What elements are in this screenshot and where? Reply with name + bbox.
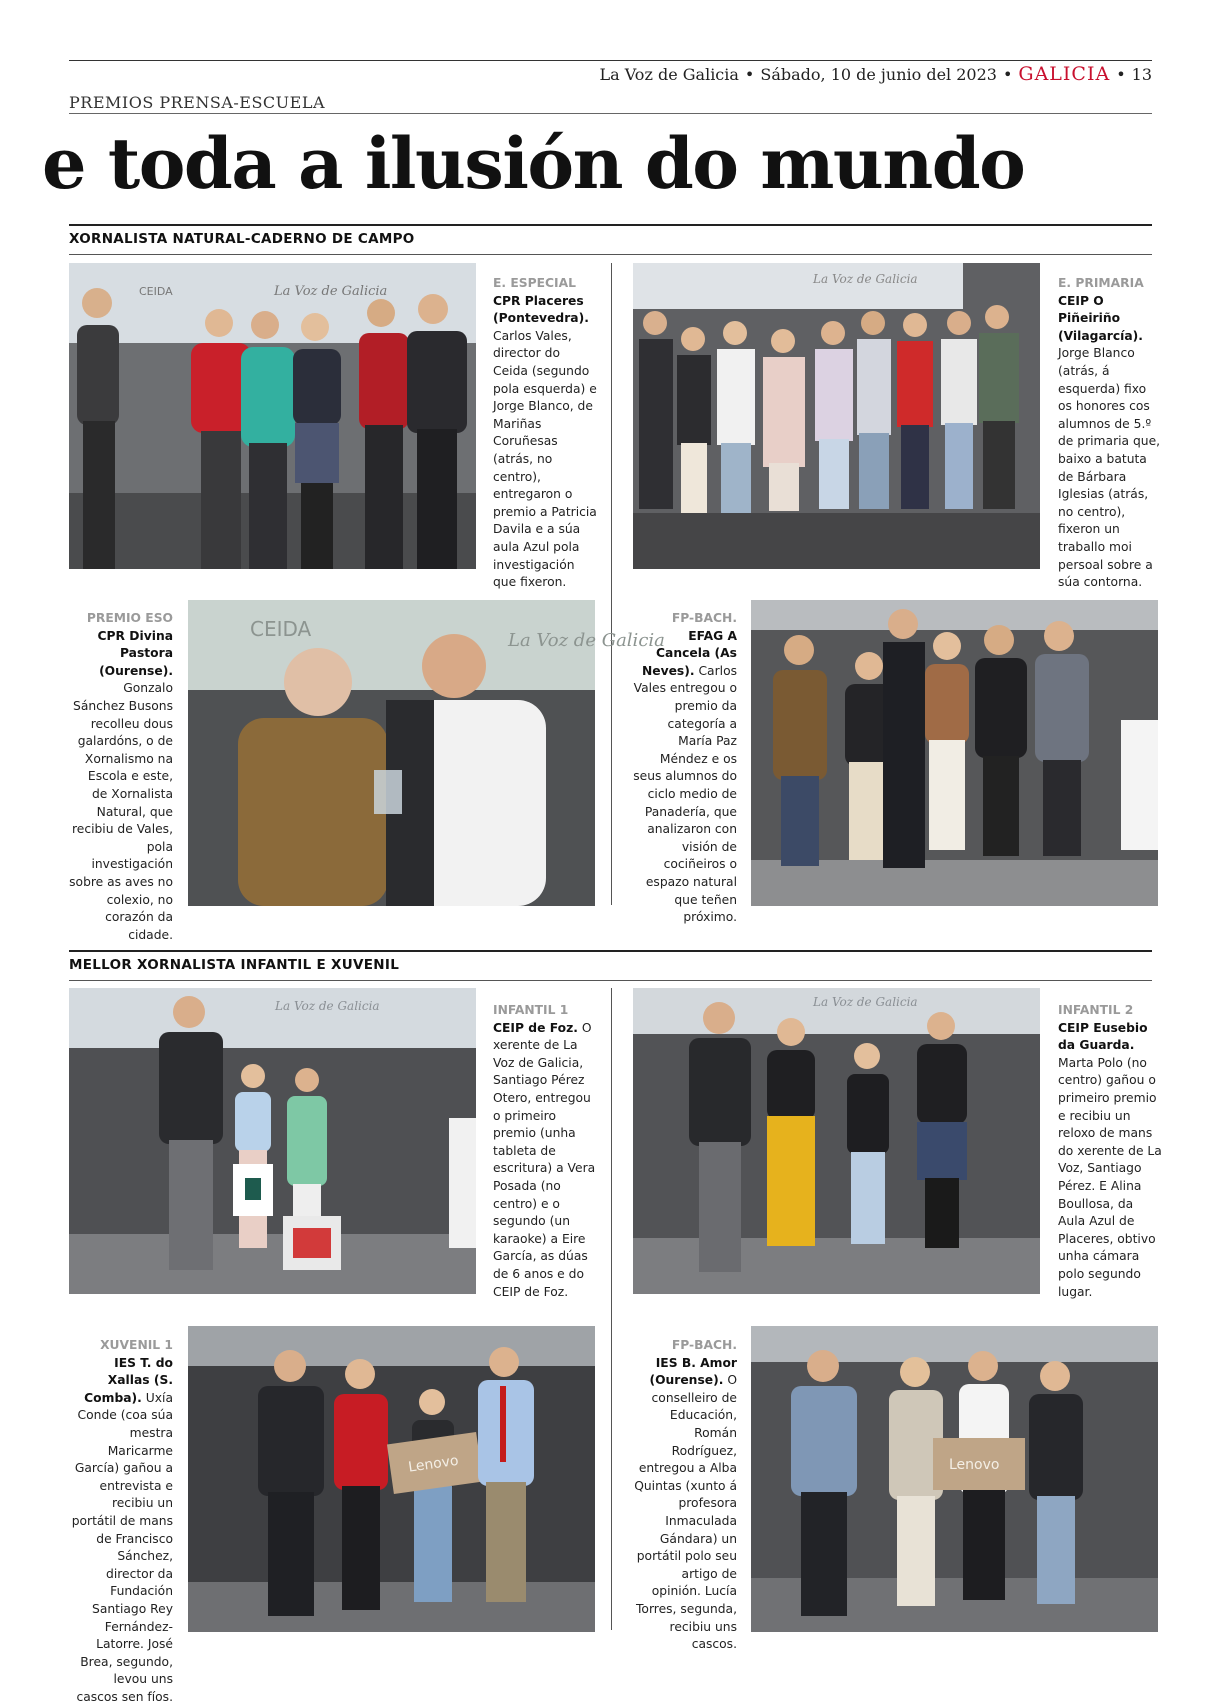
caption-premio-eso bbox=[69, 610, 173, 944]
section-name: GALICIA bbox=[1018, 63, 1111, 85]
photo-ies-terra-do-xallas bbox=[188, 1326, 595, 1632]
sign-voz: La Voz de Galicia bbox=[274, 284, 388, 299]
caption-school: IES T. do Xallas (S. Comba). bbox=[84, 1355, 173, 1405]
section-title: MELLOR XORNALISTA INFANTIL E XUVENIL bbox=[69, 957, 400, 973]
caption-category: FP-BACH. bbox=[671, 611, 737, 625]
sign-ceida: CEIDA bbox=[139, 285, 173, 298]
caption-text: Uxía Conde (coa súa mestra Maricarme García) gañou a entrevista e recibiu un portátil de mans de Francisco Sánchez, director da Fundación Santiago Rey Fernández-Latorre. José Brea, segundo, levou uns cascos sen fíos. bbox=[71, 1390, 173, 1704]
caption-school: CPR Placeres (Pontevedra). bbox=[493, 293, 589, 326]
masthead-bullet: • bbox=[744, 65, 755, 84]
caption-text: Jorge Blanco (atrás, á esquerda) fixo os honores cos alumnos de 5.º de primaria que, baixo a batuta de Bárbara Iglesias (atrás, no centro), fixeron un traballo moi persoal sobre a súa contorna. bbox=[1058, 346, 1161, 590]
caption-e-especial bbox=[493, 275, 597, 592]
paper-name: La Voz de Galicia bbox=[599, 65, 739, 84]
masthead bbox=[599, 63, 1152, 87]
sign-voz: La Voz de Galicia bbox=[275, 999, 380, 1013]
caption-category: FP-BACH. bbox=[671, 1338, 737, 1352]
caption-category: PREMIO ESO bbox=[86, 611, 173, 625]
masthead-bullet: • bbox=[1116, 65, 1126, 84]
headline: e toda a ilusión do mundo bbox=[42, 122, 1025, 205]
caption-school: CPR Divina Pastora (Ourense). bbox=[97, 628, 173, 678]
photo-ceip-pineirino bbox=[633, 263, 1040, 569]
sign-ceida: CEIDA bbox=[250, 617, 312, 641]
section-title: XORNALISTA NATURAL-CADERNO DE CAMPO bbox=[69, 231, 415, 247]
caption-category: XUVENIL 1 bbox=[100, 1338, 173, 1352]
sign-voz: La Voz de Galicia bbox=[813, 272, 918, 286]
photo-ceip-foz bbox=[69, 988, 476, 1294]
caption-text: Gonzalo Sánchez Busons recolleu dous galardóns, o de Xornalismo na Escola e este, de Xornalista Natural, que recibiu de Vales, pola investigación sobre as aves no colexio, no corazón da cidade. bbox=[69, 681, 173, 942]
photo-efag-a-cancela bbox=[751, 600, 1158, 906]
caption-text: Carlos Vales entregou o premio da categoría a María Paz Méndez e os seus alumnos do ciclo medio de Panadería, que analizaron con visión de cociñeiros o espazo natural que teñen próximo. bbox=[633, 663, 737, 925]
caption-school: IES B. Amor (Ourense). bbox=[649, 1355, 737, 1388]
caption-category: E. PRIMARIA bbox=[1058, 276, 1144, 290]
sign-lenovo: Lenovo bbox=[407, 1452, 460, 1476]
caption-school: CEIP Eusebio da Guarda. bbox=[1058, 1020, 1148, 1053]
section-header-mellor-xornalista bbox=[69, 950, 1152, 981]
photo-cpr-placeres bbox=[69, 263, 476, 569]
section-header-xornalista-natural bbox=[69, 224, 1152, 255]
caption-category: INFANTIL 1 bbox=[493, 1003, 569, 1017]
kicker-rule bbox=[69, 113, 1152, 114]
caption-text: O conselleiro de Educación, Román Rodríguez, entregou a Alba Quintas (xunto á profesora Inmaculada Gándara) un portátil polo seu artigo de opinión. Lucía Torres, segunda, recibiu uns cascos. bbox=[634, 1373, 737, 1652]
issue-date: Sábado, 10 de junio del 2023 bbox=[760, 65, 997, 84]
caption-text: Marta Polo (no centro) gañou o primeiro premio e recibiu un reloxo de mans do xerente de La Voz, Santiago Pérez. E Alina Boullosa, da Aula Azul de Placeres, obtivo unha cámara polo segundo lugar. bbox=[1058, 1055, 1162, 1299]
caption-e-primaria bbox=[1058, 275, 1162, 592]
page-number: 13 bbox=[1131, 65, 1152, 84]
caption-infantil-2 bbox=[1058, 1002, 1162, 1301]
caption-fp-bach-ies-b-amor bbox=[633, 1337, 737, 1654]
photo-ies-blanco-amor bbox=[751, 1326, 1158, 1632]
caption-category: INFANTIL 2 bbox=[1058, 1003, 1134, 1017]
sign-voz: La Voz de Galicia bbox=[813, 995, 918, 1009]
caption-school: CEIP de Foz. bbox=[493, 1020, 578, 1035]
sign-voz: La Voz de Galicia bbox=[508, 630, 665, 651]
kicker: PREMIOS PRENSA-ESCUELA bbox=[69, 93, 325, 112]
caption-fp-bach-efag bbox=[633, 610, 737, 927]
caption-text: Carlos Vales, director do Ceida (segundo pola esquerda) e Jorge Blanco, de Mariñas Coruñesas (atrás, no centro), entregaron o premio a Patricia Davila e a súa aula Azul pola investigación que fixeron. bbox=[493, 328, 597, 590]
photo-ceip-eusebio-da-guarda bbox=[633, 988, 1040, 1294]
column-divider bbox=[611, 988, 612, 1630]
top-rule bbox=[69, 60, 1152, 61]
masthead-bullet: • bbox=[1002, 65, 1013, 84]
column-divider bbox=[611, 263, 612, 905]
caption-xuvenil-1 bbox=[69, 1337, 173, 1706]
caption-category: E. ESPECIAL bbox=[493, 276, 576, 290]
sign-lenovo: Lenovo bbox=[949, 1457, 1000, 1473]
caption-text: O xerente de La Voz de Galicia, Santiago Pérez Otero, entregou o primeiro premio (unha tableta de escritura) a Vera Posada (no centro) e o segundo (un karaoke) a Eire García, as dúas de 6 anos e do CEIP de Foz. bbox=[493, 1020, 596, 1299]
caption-school: CEIP O Piñeiriño (Vilagarcía). bbox=[1058, 293, 1143, 343]
caption-infantil-1 bbox=[493, 1002, 597, 1301]
caption-school: EFAG A Cancela (As Neves). bbox=[641, 628, 737, 678]
photo-cpr-divina-pastora bbox=[188, 600, 665, 906]
